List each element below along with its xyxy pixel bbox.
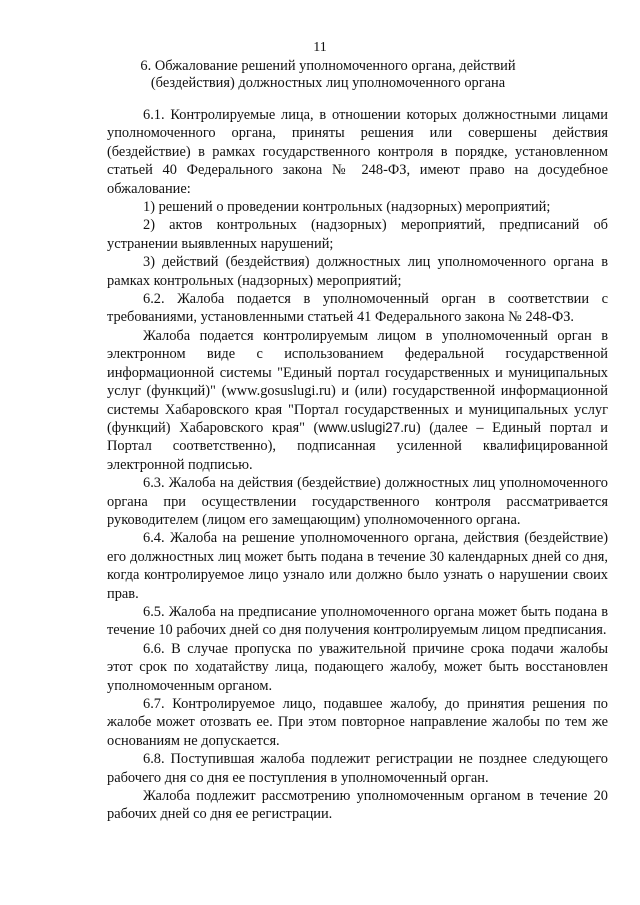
list-item-3: 3) действий (бездействия) должностных лиц уполномоченного органа в рамках контрольных (надзорных) мероприятий; <box>107 254 608 289</box>
paragraph-6-1: 6.1. Контролируемые лица, в отношении которых должностными лицами уполномоченного органа, приняты решения или совершены действия (бездействие) в рамках государственного контроля в порядке, установленном статьей 40 Федерального закона № 248-ФЗ, имеют право на досудебное обжалование: <box>107 107 608 197</box>
paragraph-6-8: 6.8. Поступившая жалоба подлежит регистрации не позднее следующего рабочего дня со дня ее поступления в уполномоченный орган. <box>107 751 608 786</box>
list-item-2: 2) актов контрольных (надзорных) мероприятий, предписаний об устранении выявленных нарушений; <box>107 217 608 252</box>
paragraph-6-7: 6.7. Контролируемое лицо, подавшее жалобу, до принятия решения по жалобе может отозвать ее. При этом повторное направление жалобы по тем же основаниям не допускается. <box>107 696 608 749</box>
document-body <box>107 106 608 824</box>
paragraph-electronic-text-3: ) (далее – Единый портал и Портал соответственно), подписанная усиленной квалифицированной электронной подписью. <box>107 419 608 473</box>
paragraph-6-5: 6.5. Жалоба на предписание уполномоченного органа может быть подана в течение 10 рабочих дней со дня получения контролируемым лицом предписания. <box>107 603 608 639</box>
paragraph-electronic-text-2: ) и (или) государственной информационной системы Хабаровского края "Портал государственных и муниципальных услуг (функций) Хабаровского края" ( <box>107 383 608 436</box>
list-item-1: 1) решений о проведении контрольных (надзорных) мероприятий; <box>143 199 551 216</box>
section-heading-line-2: (бездействия) должностных лиц уполномоченного органа <box>150 75 506 91</box>
paragraph-review-term: Жалоба подлежит рассмотрению уполномоченным органом в течение 20 рабочих дней со дня ее регистрации. <box>107 788 608 823</box>
uslugi27-link: www.uslugi27.ru <box>318 419 416 435</box>
paragraph-6-6: 6.6. В случае пропуска по уважительной причине срока подачи жалобы этот срок по ходатайству лица, подающего жалобу, может быть восстановлен уполномоченным органом. <box>107 640 608 694</box>
section-heading-line-1: 6. Обжалование решений уполномоченного органа, действий <box>140 58 516 74</box>
paragraph-6-4: 6.4. Жалоба на решение уполномоченного органа, действия (бездействие) его должностных лиц может быть подана в течение 30 календарных дней со дня, когда контролируемое лицо узнало или должно было узнать о нарушении своих прав. <box>107 530 608 602</box>
paragraph-electronic-text-1: Жалоба подается контролируемым лицом в уполномоченный орган в электронном виде с использованием федеральной государственной информационной системы "Единый портал государственных и муниципальных услуг (функций)" ( <box>107 327 608 400</box>
paragraph-electronic-submission <box>107 327 608 474</box>
gosuslugi-link: www.gosuslugi.ru <box>226 383 331 400</box>
section-heading <box>96 58 560 92</box>
paragraph-6-3: 6.3. Жалоба на действия (бездействие) должностных лиц уполномоченного органа при осуществлении государственного контроля рассматривается руководителем (лицом его замещающим) уполномоченного органа. <box>107 475 608 528</box>
paragraph-6-2: 6.2. Жалоба подается в уполномоченный орган в соответствии с требованиями, установленными статьей 41 Федерального закона № 248-ФЗ. <box>107 291 608 326</box>
page-number: 11 <box>313 40 327 55</box>
